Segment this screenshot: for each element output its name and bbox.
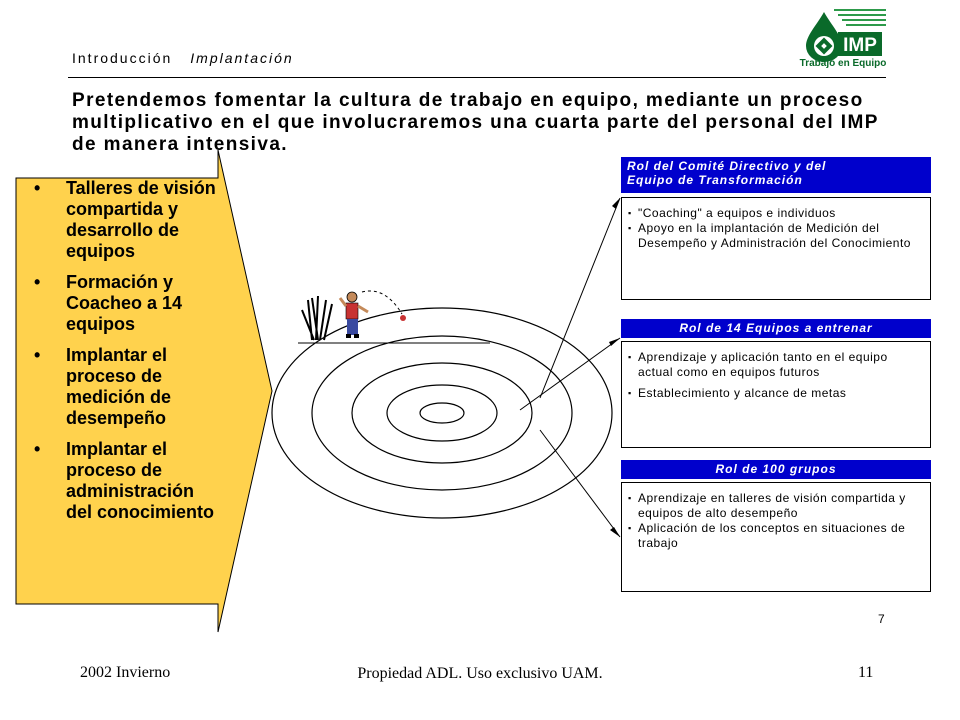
box-3-header (621, 460, 931, 479)
footer-copyright: Propiedad ADL. Uso exclusivo UAM. (357, 665, 603, 682)
arrow-bullet-item: • Implantar el proceso de medición de desempeño (30, 345, 220, 429)
bush-icon (302, 296, 332, 340)
box-2-title: Rol de 14 Equipos a entrenar (679, 321, 873, 335)
page-headline: Pretendemos fomentar la cultura de trabajo en equipo, mediante un proceso multiplicativo en el que involucraremos una cuarta parte del personal del IMP de manera intensiva. (72, 90, 879, 155)
box-1-body (621, 197, 931, 300)
connector-lines (520, 198, 620, 537)
box-1-title-line2: Equipo de Transformación (627, 173, 803, 187)
footer-date: 2002 Invierno (80, 664, 171, 681)
box-3-item: ▪ Aplicación de los conceptos en situaciones de trabajo (628, 521, 926, 551)
arrow-bullet-item: • Formación y Coacheo a 14 equipos (30, 272, 220, 335)
arrowhead-bottom (610, 527, 620, 537)
arrowhead-middle (609, 338, 620, 346)
target-rings (272, 308, 612, 518)
box-3-list (622, 483, 930, 551)
box-2-item: ▪ Aprendizaje y aplicación tanto en el equipo actual como en equipos futuros (628, 350, 926, 380)
arrowhead-top (612, 198, 620, 209)
box-3-title: Rol de 100 grupos (715, 462, 837, 476)
logo-subtitle: Trabajo en Equipo (799, 58, 887, 69)
box-1-list (622, 198, 930, 251)
footer-page-number: 11 (858, 664, 874, 681)
arrow-bullet-item: • Talleres de visión compartida y desarrollo de equipos (30, 178, 220, 262)
box-1-title-line1: Rol del Comité Directivo y del (627, 159, 827, 173)
box-1-header (621, 157, 931, 193)
thrown-ball-icon (400, 315, 406, 321)
breadcrumb-introduccion: Introducción (72, 50, 173, 66)
box-3-item: ▪ Aprendizaje en talleres de visión compartida y equipos de alto desempeño (628, 491, 926, 521)
logo-letters: IMP (843, 35, 877, 56)
box-2-body (621, 341, 931, 448)
thrower-figure-icon (340, 292, 368, 338)
box-1-item: ▪ Apoyo en la implantación de Medición del Desempeño y Administración del Conocimiento (628, 221, 926, 251)
box-3-body (621, 482, 931, 592)
box-2-item: ▪ Establecimiento y alcance de metas (628, 386, 926, 401)
breadcrumb-implantacion: Implantación (190, 50, 294, 66)
box-1-item: ▪ "Coaching" a equipos e individuos (628, 206, 926, 221)
arrow-bullet-item: • Implantar el proceso de administración del conocimiento (30, 439, 220, 523)
inner-page-number: 7 (878, 612, 885, 626)
box-2-header (621, 319, 931, 338)
box-2-list (622, 342, 930, 401)
